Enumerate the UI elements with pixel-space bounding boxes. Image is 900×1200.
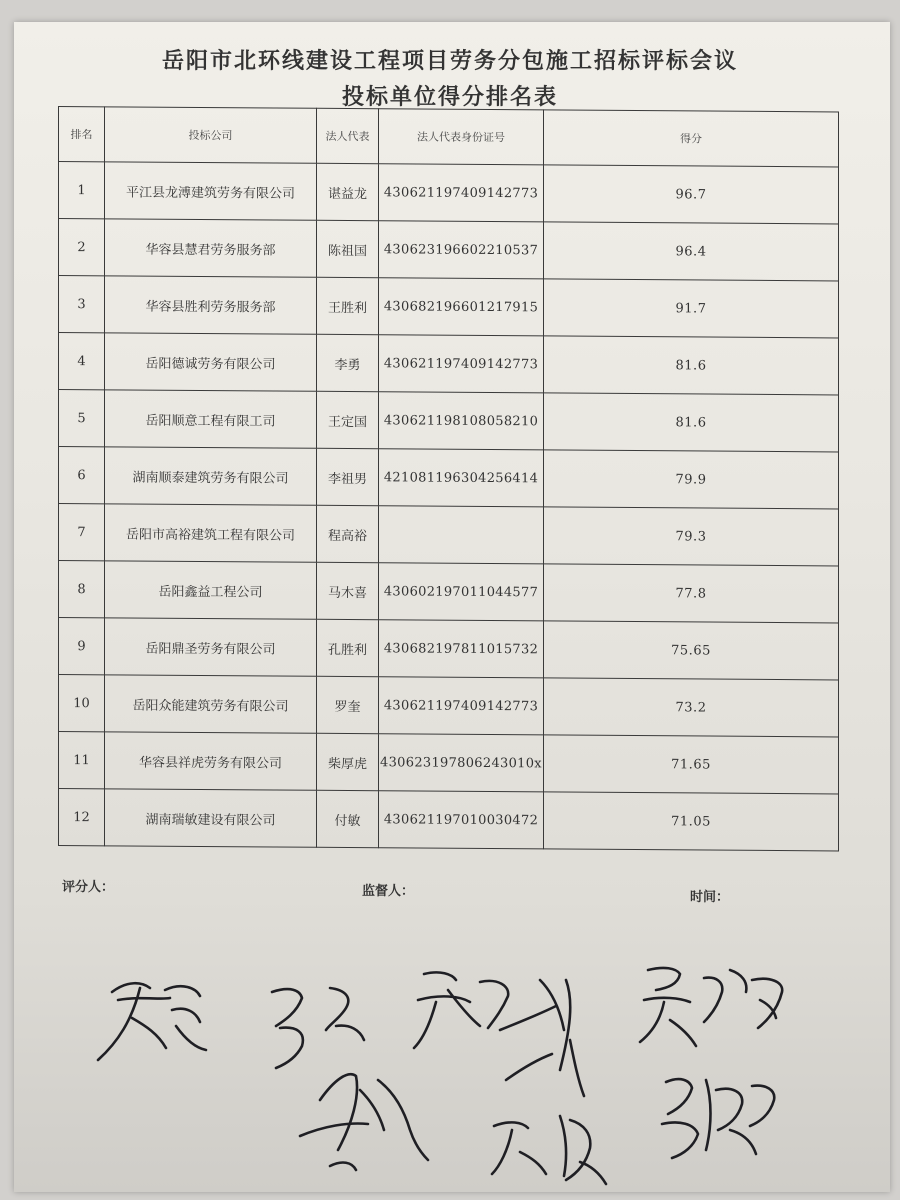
representative-cell: 程高裕 xyxy=(317,505,379,562)
table-row xyxy=(59,276,839,338)
rank-cell: 9 xyxy=(59,618,105,675)
representative-cell: 柴厚虎 xyxy=(317,733,379,790)
company-cell: 岳阳众能建筑劳务有限公司 xyxy=(105,675,317,733)
rank-cell: 8 xyxy=(59,561,105,618)
header-score: 得分 xyxy=(544,110,839,167)
document-title: 岳阳市北环线建设工程项目劳务分包施工招标评标会议 xyxy=(161,49,738,74)
representative-cell: 陈祖国 xyxy=(317,220,379,277)
company-cell: 岳阳鼎圣劳务有限公司 xyxy=(105,618,317,676)
score-cell: 96.7 xyxy=(544,165,839,224)
signature-3 xyxy=(414,972,584,1096)
id-number-cell: 430621197010030472 xyxy=(379,791,544,849)
score-cell: 75.65 xyxy=(544,621,839,680)
representative-cell: 马木喜 xyxy=(317,562,379,619)
table-row xyxy=(59,219,839,281)
score-cell: 73.2 xyxy=(544,678,839,737)
rank-cell: 3 xyxy=(59,276,105,333)
signature-6 xyxy=(492,1116,606,1184)
company-cell: 岳阳德诚劳务有限公司 xyxy=(105,333,317,391)
company-cell: 华容县胜利劳务服务部 xyxy=(105,276,317,334)
representative-cell: 罗奎 xyxy=(317,676,379,733)
signature-5 xyxy=(300,1074,428,1170)
company-cell: 湖南瑞敏建设有限公司 xyxy=(105,789,317,847)
score-cell: 71.65 xyxy=(544,735,839,794)
header-representative: 法人代表 xyxy=(317,108,379,163)
score-cell: 81.6 xyxy=(544,393,839,452)
table-header-row xyxy=(59,107,839,167)
representative-cell: 王胜利 xyxy=(317,277,379,334)
representative-cell: 王定国 xyxy=(317,391,379,448)
score-cell: 77.8 xyxy=(544,564,839,623)
rank-cell: 12 xyxy=(59,789,105,846)
id-number-cell: 430621198108058210 xyxy=(379,392,544,450)
id-number-cell xyxy=(379,506,544,564)
rank-cell: 6 xyxy=(59,447,105,504)
id-number-cell: 430621197409142773 xyxy=(379,677,544,735)
scorer-label: 评分人： xyxy=(62,880,115,895)
rank-cell: 7 xyxy=(59,504,105,561)
company-cell: 岳阳鑫益工程公司 xyxy=(105,561,317,619)
signature-2 xyxy=(272,988,364,1068)
id-number-cell: 430602197011044577 xyxy=(379,563,544,621)
score-cell: 79.9 xyxy=(544,450,839,509)
table-row xyxy=(59,162,839,224)
time-label: 时间： xyxy=(690,890,730,905)
table-row xyxy=(59,504,839,566)
header-rank: 排名 xyxy=(59,107,105,162)
company-cell: 湖南顺泰建筑劳务有限公司 xyxy=(105,447,317,505)
document-subtitle: 投标单位得分排名表 xyxy=(341,85,558,110)
id-number-cell: 430682196601217915 xyxy=(379,278,544,336)
id-number-cell: 421081196304256414 xyxy=(379,449,544,507)
rank-cell: 2 xyxy=(59,219,105,276)
ranking-table xyxy=(58,106,839,851)
header-company: 投标公司 xyxy=(105,107,317,163)
id-number-cell: 430623196602210537 xyxy=(379,221,544,279)
table-row xyxy=(59,390,839,452)
company-cell: 岳阳顺意工程有限工司 xyxy=(105,390,317,448)
header-id-number: 法人代表身份证号 xyxy=(379,109,544,165)
table-row xyxy=(59,561,839,623)
company-cell: 岳阳市高裕建筑工程有限公司 xyxy=(105,504,317,562)
score-cell: 79.3 xyxy=(544,507,839,566)
rank-cell: 4 xyxy=(59,333,105,390)
rank-cell: 5 xyxy=(59,390,105,447)
representative-cell: 孔胜利 xyxy=(317,619,379,676)
score-cell: 91.7 xyxy=(544,279,839,338)
representative-cell: 李勇 xyxy=(317,334,379,391)
signature-1 xyxy=(98,983,206,1060)
table-row xyxy=(59,618,839,680)
id-number-cell: 430621197409142773 xyxy=(379,164,544,222)
table-row xyxy=(59,675,839,737)
id-number-cell: 430682197811015732 xyxy=(379,620,544,678)
table-row xyxy=(59,732,839,794)
rank-cell: 10 xyxy=(59,675,105,732)
score-cell: 81.6 xyxy=(544,336,839,395)
table-row xyxy=(59,447,839,509)
representative-cell: 付敏 xyxy=(317,790,379,847)
rank-cell: 1 xyxy=(59,162,105,219)
handwritten-signatures xyxy=(0,930,900,1200)
id-number-cell: 430623197806243010x xyxy=(379,734,544,792)
company-cell: 华容县慧君劳务服务部 xyxy=(105,219,317,277)
representative-cell: 谌益龙 xyxy=(317,163,379,220)
score-cell: 96.4 xyxy=(544,222,839,281)
company-cell: 平江县龙溥建筑劳务有限公司 xyxy=(105,162,317,220)
supervisor-label: 监督人： xyxy=(362,884,415,899)
table-row xyxy=(59,333,839,395)
rank-cell: 11 xyxy=(59,732,105,789)
representative-cell: 李祖男 xyxy=(317,448,379,505)
signature-7 xyxy=(662,1079,774,1158)
id-number-cell: 430621197409142773 xyxy=(379,335,544,393)
table-row xyxy=(59,789,839,851)
signature-4 xyxy=(640,968,782,1046)
score-cell: 71.05 xyxy=(544,792,839,851)
company-cell: 华容县祥虎劳务有限公司 xyxy=(105,732,317,790)
